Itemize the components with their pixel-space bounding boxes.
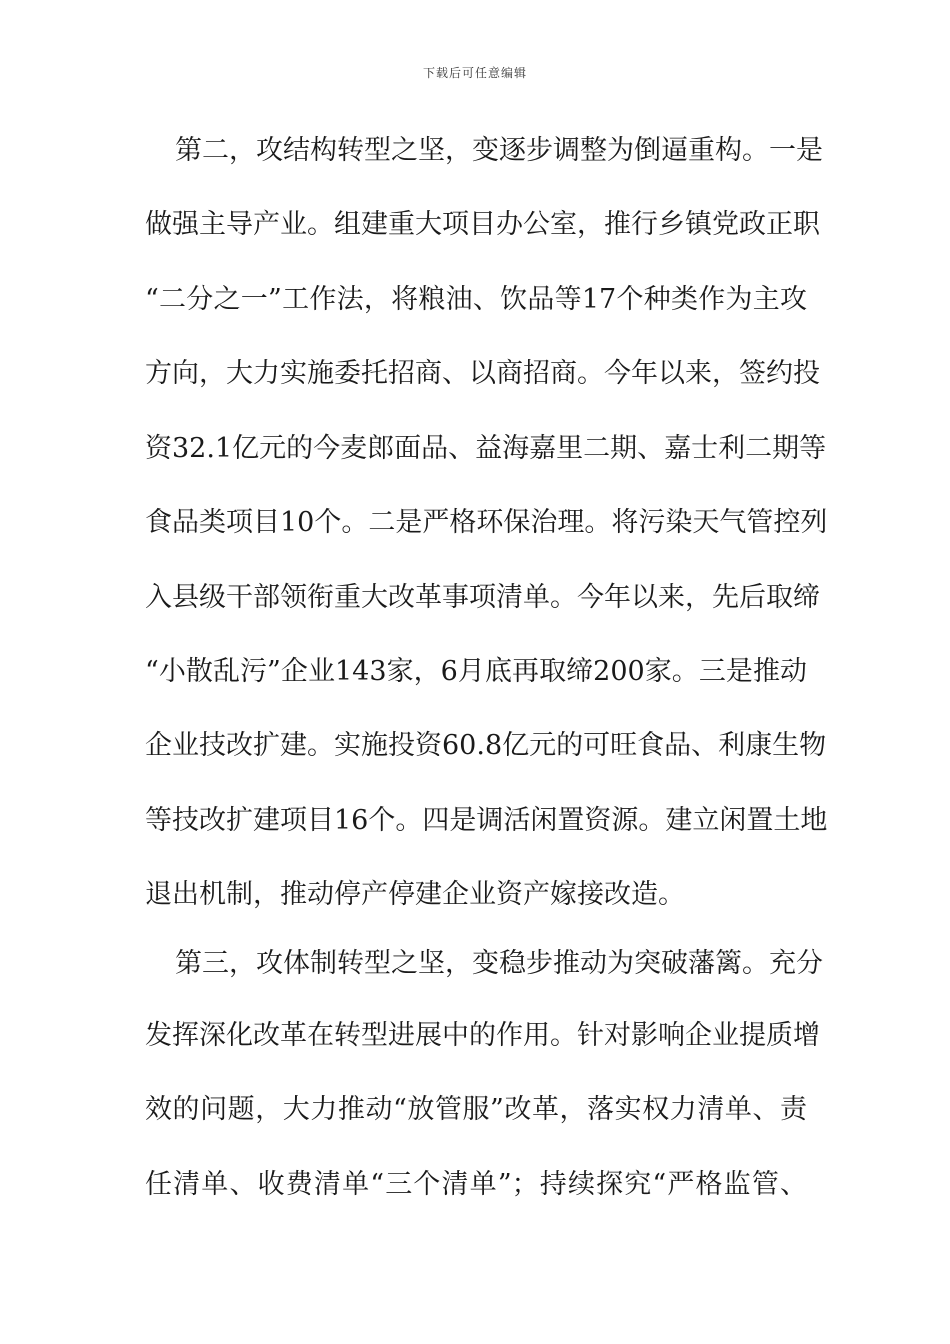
paragraph-line: 资32.1亿元的今麦郎面品、益海嘉里二期、嘉士利二期等 xyxy=(145,433,827,464)
paragraph-line: 方向，大力实施委托招商、以商招商。今年以来，签约投 xyxy=(145,358,820,389)
paragraph-line: 入县级干部领衔重大改革事项清单。今年以来，先后取缔 xyxy=(145,582,820,613)
paragraph-line: 食品类项目10个。二是严格环保治理。将污染天气管控列 xyxy=(145,507,828,538)
paragraph-line: 任清单、收费清单“三个清单”；持续探究“严格监管、 xyxy=(145,1169,807,1200)
paragraph-line: 第二，攻结构转型之坚，变逐步调整为倒逼重构。一是 xyxy=(175,135,823,166)
paragraph-line: 做强主导产业。组建重大项目办公室，推行乡镇党政正职 xyxy=(145,209,820,240)
paragraph-line: 退出机制，推动停产停建企业资产嫁接改造。 xyxy=(145,879,685,910)
paragraph-line: 等技改扩建项目16个。四是调活闲置资源。建立闲置土地 xyxy=(145,805,828,836)
paragraph-line: 第三，攻体制转型之坚，变稳步推动为突破藩篱。充分 xyxy=(175,948,823,979)
paragraph-line: 发挥深化改革在转型进展中的作用。针对影响企业提质增 xyxy=(145,1020,820,1051)
paragraph-line: “二分之一”工作法，将粮油、饮品等17个种类作为主攻 xyxy=(145,284,807,315)
paragraph-line: 企业技改扩建。实施投资60.8亿元的可旺食品、利康生物 xyxy=(145,730,827,761)
paragraph-line: 效的问题，大力推动“放管服”改革，落实权力清单、责 xyxy=(145,1094,807,1125)
paragraph-line: “小散乱污”企业143家，6月底再取缔200家。三是推动 xyxy=(145,656,807,687)
page-header: 下载后可任意编辑 xyxy=(422,66,527,80)
